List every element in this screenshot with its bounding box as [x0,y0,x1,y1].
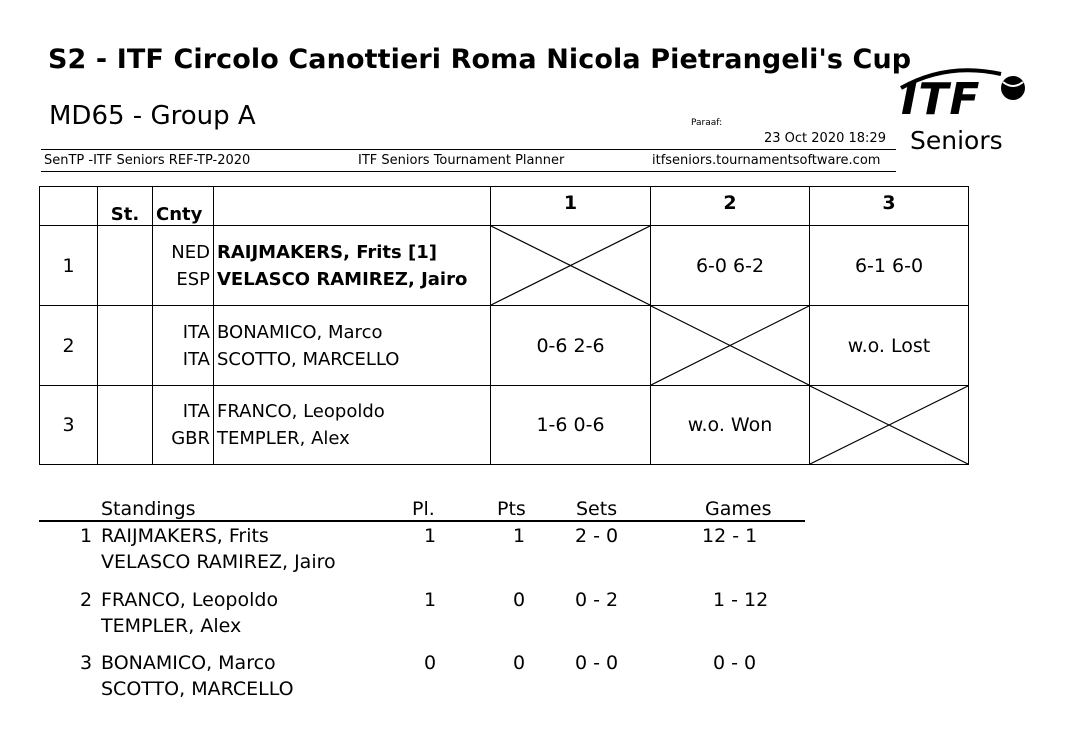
draw-subtitle: MD65 - Group A [49,101,256,131]
row-players [214,226,491,306]
standings-player: BONAMICO, Marco [101,652,276,674]
country-code: ITA [182,348,210,370]
standings-title: Standings [101,498,196,520]
cross-icon [651,306,809,385]
standings-sets: 0 - 2 [575,589,619,611]
print-datetime: 23 Oct 2020 18:29 [764,131,886,146]
standings-rule [39,520,805,522]
self-match-cross [651,306,810,386]
group-draw-table [39,186,969,465]
standings-sets: 0 - 0 [575,652,619,674]
row-players [214,306,491,386]
standings-header-sets: Sets [576,498,618,520]
page-title: S2 - ITF Circolo Canottieri Roma Nicola Pietrangeli's Cup [48,44,912,75]
cross-icon [491,226,650,305]
header-top-rule [41,149,896,150]
row-players [214,386,491,465]
player-name: BONAMICO, Marco [217,321,383,343]
row-number: 1 [40,226,98,306]
standings-player: TEMPLER, Alex [101,615,242,637]
table-row [40,386,969,465]
standings-games: 1 - 12 [713,589,769,611]
match-score: 6-0 6-2 [651,226,810,306]
match-score: 1-6 0-6 [491,386,651,465]
row-status [98,306,153,386]
standings-played: 1 [424,525,437,547]
standings-rank: 2 [80,589,93,611]
row-number: 2 [40,306,98,386]
paraaf-label: Paraaf: [691,118,723,128]
standings-points: 0 [513,652,526,674]
match-score: w.o. Won [651,386,810,465]
table-row [40,226,969,306]
header-st: St. [98,187,153,226]
standings-rank: 3 [80,652,93,674]
itf-seniors-logo [897,64,1037,164]
standings-points: 0 [513,589,526,611]
standings-player: RAIJMAKERS, Frits [101,525,269,547]
country-code: ITA [182,401,210,422]
header-name [214,187,491,226]
info-right: itfseniors.tournamentsoftware.com [652,153,881,168]
standings-games: 12 - 1 [702,525,758,547]
standings-rank: 1 [80,525,93,547]
standings-player: FRANCO, Leopoldo [101,589,279,611]
row-status [98,386,153,465]
header-bottom-rule [41,171,896,172]
standings-games: 0 - 0 [713,652,757,674]
self-match-cross [810,386,969,465]
standings-played: 1 [424,589,437,611]
player-name: VELASCO RAMIREZ, Jairo [217,268,468,290]
row-status [98,226,153,306]
info-left: SenTP -ITF Seniors REF-TP-2020 [44,153,251,168]
standings-player: VELASCO RAMIREZ, Jairo [101,551,336,573]
player-name: FRANCO, Leopoldo [217,401,385,422]
table-header-row [40,187,969,226]
logo-itf-text: ITF [901,74,981,125]
country-code: GBR [171,428,210,449]
logo-seniors-text: Seniors [910,126,1003,155]
match-score: w.o. Lost [810,306,969,386]
player-name: SCOTTO, MARCELLO [217,348,400,370]
self-match-cross [491,226,651,306]
player-name: TEMPLER, Alex [217,428,350,449]
info-center: ITF Seniors Tournament Planner [358,153,565,168]
country-code: NED [171,241,210,263]
row-number: 3 [40,386,98,465]
header-col-1: 1 [491,187,651,226]
row-countries [153,226,214,306]
match-score: 6-1 6-0 [810,226,969,306]
match-score: 0-6 2-6 [491,306,651,386]
country-code: ESP [176,268,210,290]
standings-player: SCOTTO, MARCELLO [101,678,294,700]
standings-played: 0 [424,652,437,674]
header-col-3: 3 [810,187,969,226]
standings-header-games: Games [705,498,772,520]
standings-points: 1 [513,525,526,547]
standings-header-pl: Pl. [412,498,435,520]
standings-header-pts: Pts [497,498,526,520]
header-col-2: 2 [651,187,810,226]
row-countries [153,386,214,465]
header-num [40,187,98,226]
header-cnty: Cnty [153,187,214,226]
row-countries [153,306,214,386]
table-row [40,306,969,386]
standings-sets: 2 - 0 [575,525,619,547]
country-code: ITA [182,321,210,343]
cross-icon [810,386,968,464]
player-name: RAIJMAKERS, Frits [1] [217,241,437,263]
